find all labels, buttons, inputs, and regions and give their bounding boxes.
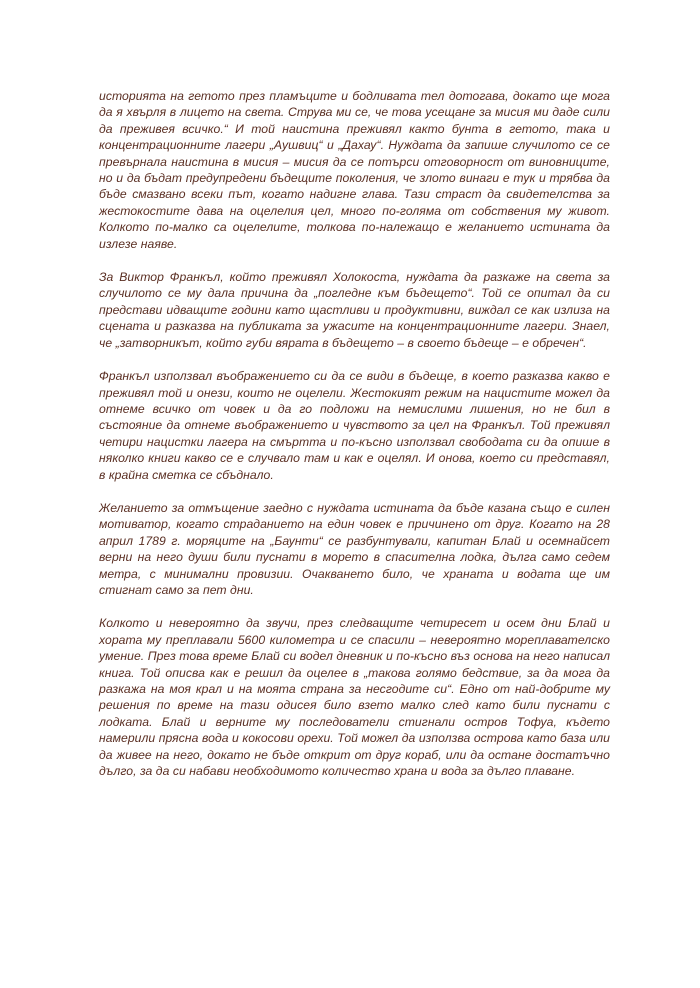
paragraph-3: Франкъл използвал въображението си да се види в бъдеще, в което разказва какво е преживял той и онези, които не оцелели. Жестокият режим на нацистите можел да отнеме всичко от човек и да го подложи на немислими лишения, но не бил в състояние да отнеме въображението и чувството за цел на Франкъл. Той преживял четири нацистки лагера на смъртта и по-късно използвал свободата си да опише в няколко книги какво се е случвало там и как е оцелял. И онова, което си представял, в крайна сметка се сбъднало. <box>99 369 610 482</box>
document-page <box>99 88 610 779</box>
paragraph-2: За Виктор Франкъл, който преживял Холокоста, нуждата да разкаже на света за случилото се му дала причина да „погледне към бъдещето“. Той се опитал да си представи идващите години като щастливи и продуктивни, виждал се как излиза на сцената и разказва на публиката за ужасите на концентрационните лагери. Знаел, че „затворникът, който губи вярата в бъдещето – в своето бъдеще – е обречен“. <box>99 270 610 350</box>
paragraph-1: историята на гетото през пламъците и бодливата тел дотогава, докато ще мога да я хвърля в лицето на света. Струва ми се, че това усещане за мисия ми даде сили да преживея всичко.“ И той наистина преживял както бунта в гетото, така и концентрационните лагери „Аушвиц“ и „Дахау“. Нуждата да запише случилото се се превърнала наистина в мисия – мисия да се потърси отговорност от виновниците, но и да бъдат предупредени бъдещите поколения, че злото винаги е тук и трябва да бъде смазвано всеки път, когато надигне глава. Тази страст да свидетелства за жестокостите дава на оцелелия цел, много по-голяма от собствения му живот. Колкото по-малко са оцелелите, толкова по-належащо е желанието истината да излезе наяве. <box>99 89 610 251</box>
paragraph-5: Колкото и невероятно да звучи, през следващите четиресет и осем дни Блай и хората му преплавали 5600 километра и се спасили – невероятно мореплавателско умение. През това време Блай си водел дневник и по-късно въз основа на него написал книга. Той описва как е решил да оцелее в „такова голямо бедствие, за да мога да разкажа на моя крал и на моята страна за несгодите си“. Едно от най-добрите му решения по време на тази одисея било взето малко след като били пуснати с лодката. Блай и верните му последователи стигнали остров Тофуа, където намерили прясна вода и кокосови орехи. Той можел да използва острова като база или да живее на него, докато не бъде открит от друг кораб, или да остане достатъчно дълго, за да си набави необходимото количество храна и вода за дълго плаване. <box>99 616 610 779</box>
paragraph-4: Желанието за отмъщение заедно с нуждата истината да бъде казана също е силен мотиватор, когато страданието на един човек е причинено от друг. Когато на 28 април 1789 г. моряците на „Баунти“ се разбунтували, капитан Блай и осемнайсет верни на него души били пуснати в морето в спасителна лодка, дълга само седем метра, с минимални провизии. Очакването било, че храната и водата ще им стигнат само за пет дни. <box>99 500 610 597</box>
